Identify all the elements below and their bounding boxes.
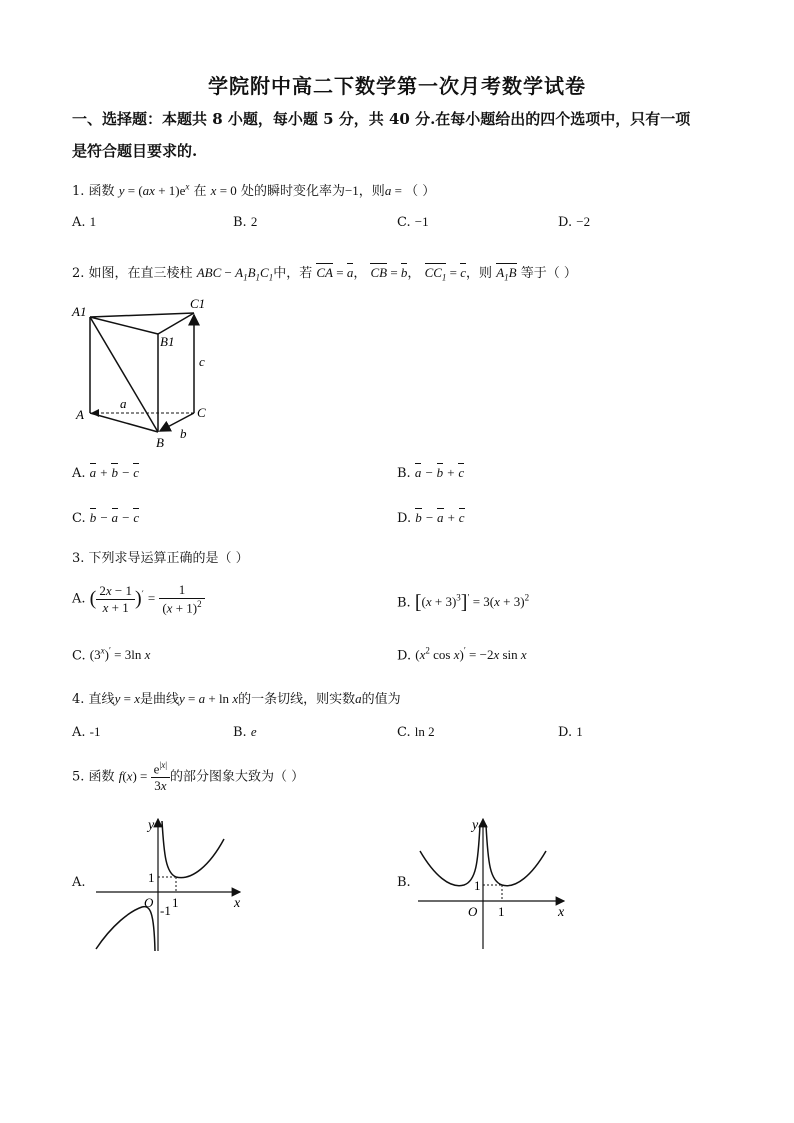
q2-prism: ABC bbox=[196, 265, 222, 280]
option-letter: D. bbox=[397, 511, 412, 526]
q3-option-d[interactable] bbox=[397, 646, 527, 663]
option-expr: $[(x + 3)^3]' = 3(x + 3)^2$ bbox=[414, 592, 530, 614]
option-letter: C. bbox=[397, 215, 411, 230]
option-text: ln 2 bbox=[414, 724, 435, 739]
label-vec-a: a bbox=[120, 396, 127, 411]
option-expr: ($x^2$ cos x)′ = −2x sin x bbox=[415, 646, 527, 663]
q2-vec-ca: CA bbox=[316, 265, 333, 280]
q1-option-b[interactable] bbox=[233, 214, 257, 230]
q4-post: 的一条切线，则实数 bbox=[238, 692, 356, 707]
q1-x0: = 0 bbox=[216, 183, 237, 198]
q4-line-eq: = bbox=[120, 691, 135, 706]
edge-a1b1 bbox=[90, 317, 158, 334]
q5-fraction: $\frac{e^{|x|}}{3x}$ bbox=[151, 760, 170, 794]
q2-minus: − bbox=[221, 265, 236, 280]
option-letter: D. bbox=[558, 215, 573, 230]
option-letter: C. bbox=[72, 648, 86, 664]
question-4 bbox=[72, 688, 401, 707]
q3-option-b[interactable] bbox=[397, 592, 529, 615]
option-letter: B. bbox=[397, 875, 411, 890]
label-y: y bbox=[472, 818, 479, 833]
option-letter: D. bbox=[397, 648, 412, 664]
option-letter: A. bbox=[72, 725, 86, 740]
q4-curve-ln: + ln bbox=[205, 691, 233, 706]
equals: = bbox=[147, 590, 156, 606]
label-b: B bbox=[156, 435, 164, 450]
fraction: $\frac{2x - 1}{x + 1}$ bbox=[96, 583, 135, 616]
q3-option-a[interactable]: A. ( $\frac{2x - 1}{x + 1}$ )′ = $\frac{1}{(x + 1)^2}$ bbox=[72, 582, 205, 616]
section-header-line2: 是符合题目要求的. bbox=[72, 142, 198, 160]
label-vec-b: b bbox=[180, 426, 187, 441]
option-text: −1 bbox=[414, 214, 429, 229]
q2-number: 2. bbox=[72, 266, 85, 281]
q2-vec-a: a bbox=[346, 265, 354, 280]
q2-eq-c: = bbox=[446, 265, 461, 280]
q5-fx: f bbox=[118, 768, 123, 784]
q5-fx-arg: (x) = bbox=[122, 768, 151, 784]
q3-option-c[interactable] bbox=[72, 646, 150, 663]
q1-option-a[interactable] bbox=[72, 214, 96, 230]
option-expr: b − a + c bbox=[415, 510, 465, 525]
q1-end: ，则 bbox=[358, 184, 385, 199]
label-x-one: 1 bbox=[498, 904, 505, 919]
option-letter: A. bbox=[72, 875, 86, 890]
q1-function: y bbox=[118, 183, 125, 198]
option-letter: B. bbox=[397, 595, 411, 611]
q3-text: 下列求导运算正确的是（ ） bbox=[88, 551, 249, 566]
option-text: 1 bbox=[576, 724, 583, 739]
label-a: A bbox=[76, 407, 84, 422]
q4-option-d[interactable] bbox=[558, 724, 583, 740]
q2-vec-c: c bbox=[460, 265, 467, 280]
q4-line: y bbox=[114, 691, 121, 706]
q1-option-d[interactable] bbox=[558, 214, 590, 230]
graph-option-a bbox=[92, 815, 252, 955]
q2-vec-a1b: $A_1B$ bbox=[496, 265, 517, 283]
option-text: e bbox=[250, 724, 257, 739]
q1-tail: （ ） bbox=[405, 184, 436, 199]
q1-eq: = ( bbox=[124, 183, 143, 198]
q1-number: 1. bbox=[72, 184, 85, 199]
label-x-one: 1 bbox=[172, 895, 179, 910]
q2-option-d[interactable] bbox=[397, 510, 465, 526]
q5-post: 的部分图象大致为（ ） bbox=[170, 769, 305, 785]
option-text: 1 bbox=[89, 214, 97, 229]
q2-option-c[interactable] bbox=[72, 510, 139, 526]
label-y-one: 1 bbox=[474, 878, 481, 893]
q2-option-b[interactable] bbox=[397, 465, 464, 481]
q4-option-a[interactable] bbox=[72, 724, 101, 740]
q4-pre: 直线 bbox=[88, 692, 115, 707]
q3-number: 3. bbox=[72, 551, 85, 566]
q2-vec-cb: CB bbox=[370, 265, 388, 280]
q4-curve: y bbox=[178, 691, 185, 706]
label-x: x bbox=[234, 896, 241, 911]
q1-a: a bbox=[384, 183, 392, 198]
q2-vec-b: b bbox=[400, 265, 408, 280]
q5-number: 5. bbox=[72, 769, 85, 785]
label-b1: B1 bbox=[160, 334, 175, 349]
q4-curve-eq: = bbox=[184, 691, 199, 706]
question-1 bbox=[72, 180, 435, 199]
option-letter: A. bbox=[72, 591, 86, 607]
segment-a1b bbox=[90, 317, 158, 432]
option-expr: $(3^x)' = 3\ln$ x bbox=[89, 646, 151, 663]
q4-a: a bbox=[355, 691, 362, 706]
label-neg-one: -1 bbox=[160, 903, 171, 918]
q4-curve-x: x bbox=[232, 691, 239, 706]
q2-then: ，则 bbox=[466, 266, 493, 281]
q1-plus1: + 1)e bbox=[154, 183, 186, 198]
curve-left bbox=[96, 907, 155, 951]
curve-right bbox=[486, 825, 546, 886]
q5-option-b[interactable] bbox=[397, 875, 411, 890]
q4-number: 4. bbox=[72, 692, 85, 707]
q5-pre: 函数 bbox=[88, 769, 115, 785]
option-letter: B. bbox=[233, 215, 247, 230]
q1-pre: 函数 bbox=[88, 184, 115, 199]
q4-end: 的值为 bbox=[361, 692, 401, 707]
page-title: 学院附中高二下数学第一次月考数学试卷 bbox=[208, 74, 586, 98]
q1-post: 处的瞬时变化率为 bbox=[240, 184, 345, 199]
vector-b-arrow bbox=[160, 413, 194, 431]
paren-close: ) bbox=[134, 587, 142, 610]
q1-rate: −1 bbox=[344, 183, 359, 198]
option-letter: B. bbox=[397, 466, 411, 481]
question-2: 2. 如图，在直三棱柱 ABC − $A_1B_1C_1$中，若 CA = a， CB = b， $CC_1 = c$，则 $A_1B$ 等于（ ） bbox=[72, 265, 577, 283]
label-y-one: 1 bbox=[148, 870, 155, 885]
fraction-rhs: $\frac{1}{(x + 1)^2}$ bbox=[159, 582, 204, 616]
q2-vec-cc1: $CC_1$ bbox=[424, 265, 447, 283]
prism-figure bbox=[68, 296, 218, 456]
option-letter: A. bbox=[72, 466, 86, 481]
q1-mid: 在 bbox=[193, 184, 207, 199]
q4-option-b[interactable] bbox=[233, 724, 257, 740]
q4-line-x: x bbox=[134, 691, 140, 706]
option-text: 2 bbox=[250, 214, 258, 229]
option-expr: a + b − c bbox=[89, 465, 140, 480]
label-origin: O bbox=[144, 895, 154, 910]
option-expr: b − a − c bbox=[89, 510, 140, 525]
label-y: y bbox=[148, 818, 155, 833]
option-expr: a − b + c bbox=[414, 465, 465, 480]
option-letter: D. bbox=[558, 725, 573, 740]
section-header-line1: 一、选择题：本题共 8 小题，每小题 5 分，共 40 分.在每小题给出的四个选项中，只有一项 bbox=[72, 110, 691, 128]
q2-option-a[interactable] bbox=[72, 465, 139, 481]
paren-open: ( bbox=[89, 587, 97, 610]
option-letter: C. bbox=[72, 511, 86, 526]
q1-option-c[interactable] bbox=[397, 214, 429, 230]
q4-mid: 是曲线 bbox=[139, 692, 179, 707]
edge-a1c1 bbox=[90, 313, 194, 317]
q2-pre: 如图，在直三棱柱 bbox=[88, 266, 193, 281]
q1-ax: ax bbox=[142, 183, 155, 198]
option-text: −2 bbox=[576, 214, 591, 229]
q2-mid: 中，若 bbox=[273, 266, 313, 281]
q2-eq-a: = bbox=[332, 265, 347, 280]
q2-prism-top: $A_1B_1C_1$ bbox=[235, 265, 274, 283]
question-5 bbox=[72, 760, 304, 794]
q2-end: 等于（ ） bbox=[520, 266, 577, 281]
question-3 bbox=[72, 547, 249, 566]
option-text: -1 bbox=[89, 724, 101, 739]
q4-option-c[interactable] bbox=[397, 724, 435, 740]
edge-b1c1 bbox=[158, 313, 194, 334]
option-letter: A. bbox=[72, 215, 86, 230]
graph-option-b bbox=[412, 815, 572, 955]
label-a1: A1 bbox=[72, 304, 87, 319]
label-vec-c: c bbox=[199, 354, 205, 369]
q1-x: x bbox=[210, 183, 217, 198]
label-x: x bbox=[558, 905, 565, 920]
label-c: C bbox=[197, 405, 206, 420]
curve-left bbox=[420, 825, 480, 886]
q4-curve-a: a bbox=[198, 691, 206, 706]
option-letter: B. bbox=[233, 725, 247, 740]
q1-exp: x bbox=[185, 181, 190, 192]
label-origin: O bbox=[468, 904, 478, 919]
q2-eq-b: = bbox=[387, 265, 401, 280]
label-c1: C1 bbox=[190, 296, 206, 311]
option-letter: C. bbox=[397, 725, 411, 740]
q5-option-a[interactable] bbox=[72, 875, 86, 890]
curve-right bbox=[162, 821, 224, 878]
q1-aeq: = bbox=[391, 183, 406, 198]
